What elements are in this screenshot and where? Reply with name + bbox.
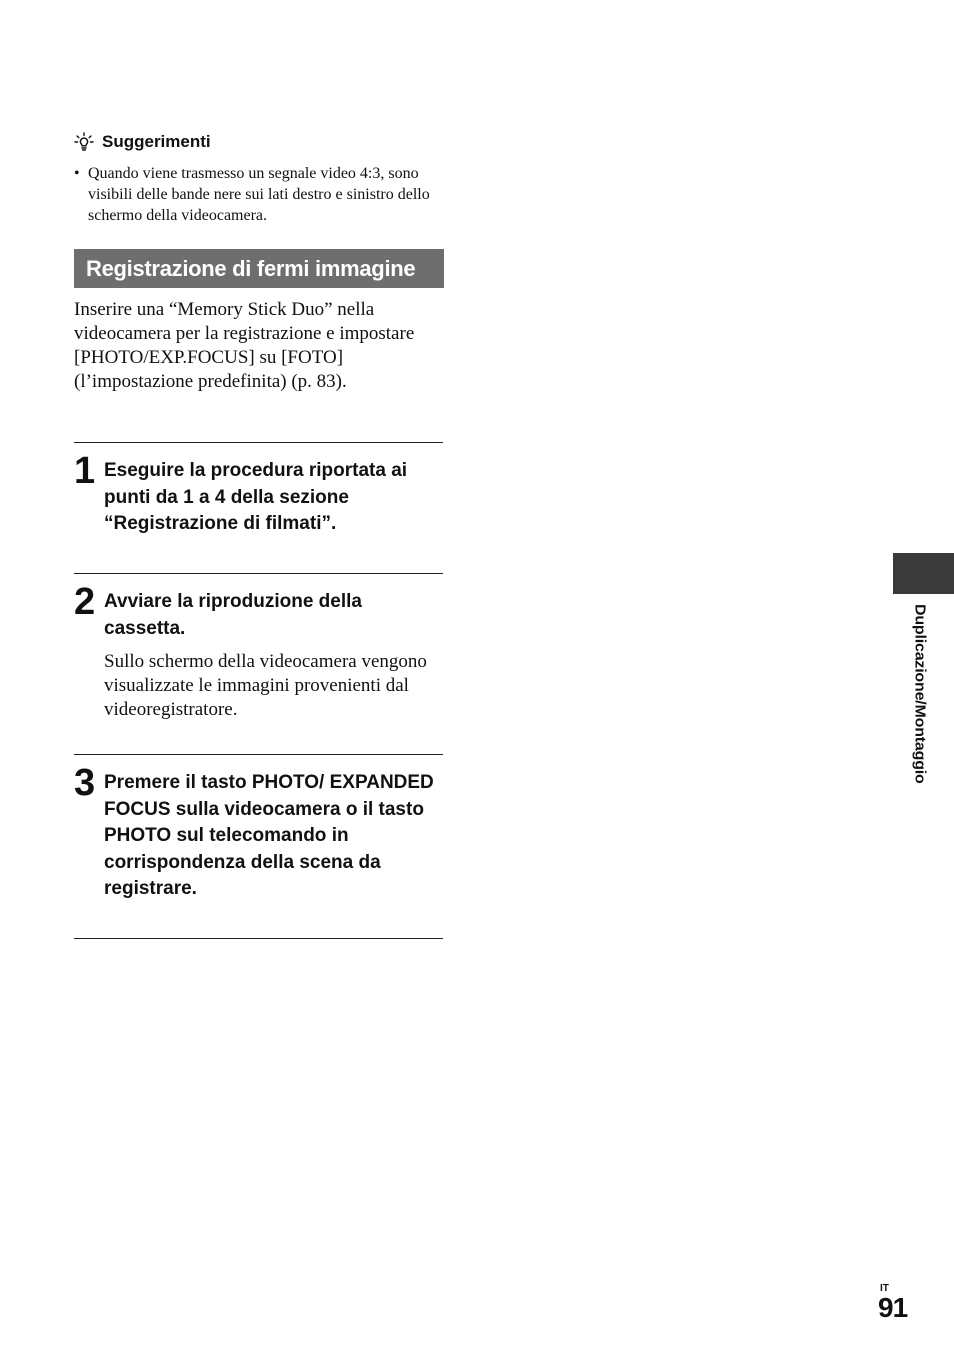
tips-heading: [74, 132, 211, 152]
divider: [74, 754, 443, 755]
divider: [74, 938, 443, 939]
bullet: •: [74, 165, 80, 182]
step-number: 2: [74, 581, 96, 623]
section-title: Registrazione di fermi immagine: [86, 255, 416, 281]
divider: [74, 573, 443, 574]
step-number: 1: [74, 450, 96, 492]
lightbulb-icon: [74, 132, 94, 152]
divider: [74, 442, 443, 443]
step-body: Sullo schermo della videocamera vengono visualizzate le immagini provenienti dal videoregistratore.: [104, 651, 427, 720]
section-header: [74, 249, 444, 288]
language-code: IT: [880, 1283, 889, 1294]
step-title: Premere il tasto PHOTO/ EXPANDED FOCUS sulla videocamera o il tasto PHOTO sul telecomando in corrispondenza della scena da registrare.: [104, 772, 434, 899]
chapter-label: Duplicazione/Montaggio: [911, 604, 927, 784]
chapter-tab: [893, 553, 954, 594]
list-item: [74, 163, 444, 226]
step-title: Avviare la riproduzione della cassetta.: [104, 591, 362, 639]
step-title: Eseguire la procedura riportata ai punti da 1 a 4 della sezione “Registrazione di filmati”.: [104, 460, 408, 534]
step-number: 3: [74, 762, 96, 804]
section-intro: Inserire una “Memory Stick Duo” nella videocamera per la registrazione e impostare [PHOTO/EXP.FOCUS] su [FOTO] (l’impostazione predefinita) (p. 83).: [74, 299, 415, 392]
page-number: 91: [878, 1292, 908, 1323]
tips-title: Suggerimenti: [102, 132, 211, 151]
tip-text: Quando viene trasmesso un segnale video 4:3, sono visibili delle bande nere sui lati destro e sinistro dello schermo della videocamera.: [88, 165, 430, 224]
